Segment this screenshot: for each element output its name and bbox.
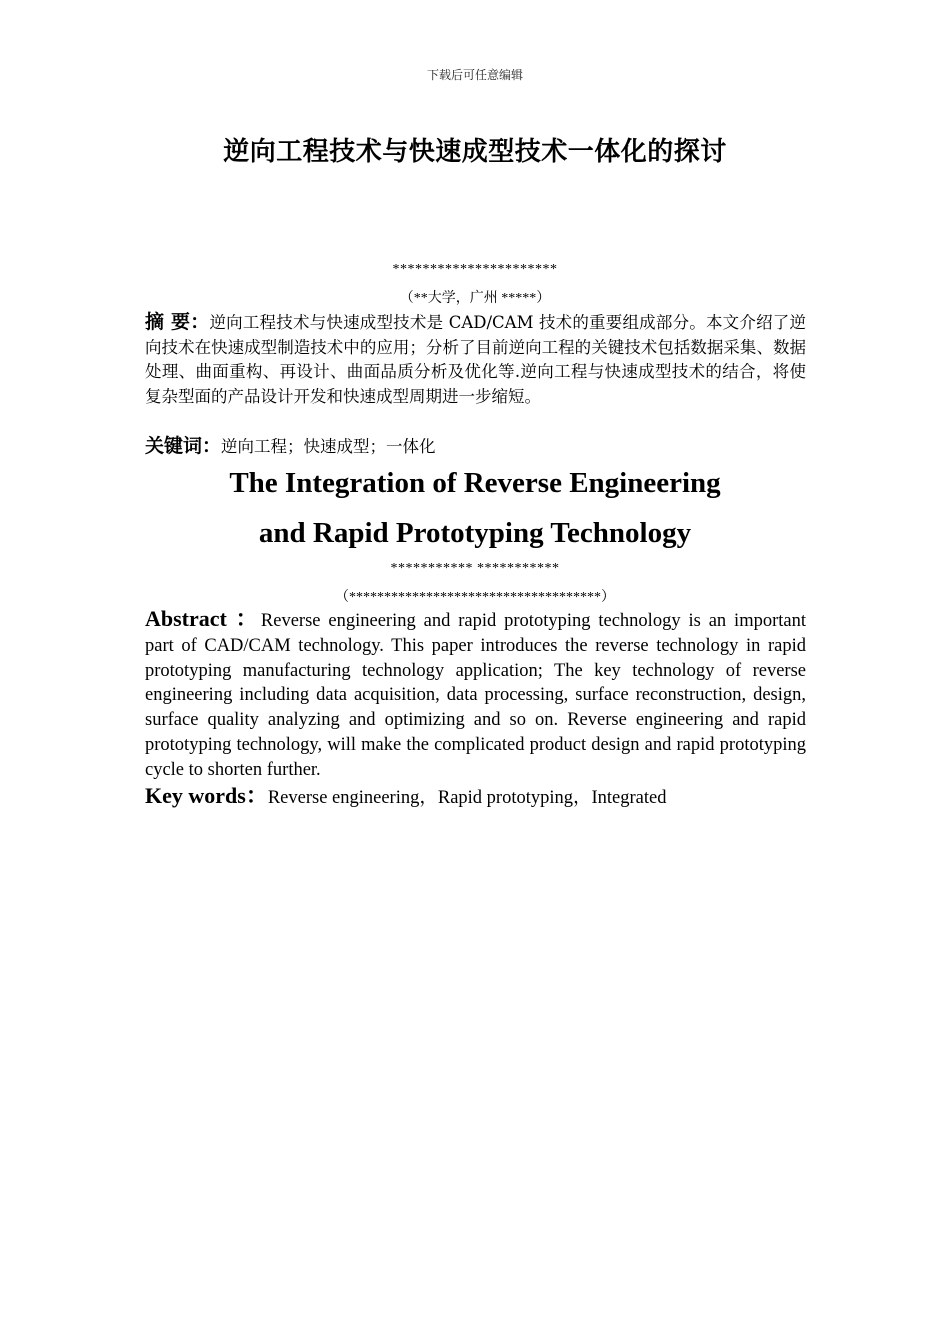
chinese-abstract-text: 逆向工程技术与快速成型技术是 CAD/CAM 技术的重要组成部分。本文介绍了逆向技术在快速成型制造技术中的应用；分析了目前逆向工程的关键技术包括数据采集、数据处理、曲面重构、再设计、曲面品质分析及优化等.逆向工程与快速成型技术的结合，将使复杂型面的产品设计开发和快速成型周期进一步缩短。 — [145, 313, 806, 406]
english-affiliation: （************************************） — [335, 590, 615, 605]
english-abstract-label: Abstract ： — [145, 606, 261, 631]
chinese-title: 逆向工程技术与快速成型技术一体化的探讨 — [223, 137, 727, 167]
header-note: 下载后可任意编辑 — [426, 68, 523, 82]
english-keywords — [145, 783, 806, 811]
chinese-keywords-label: 关键词： — [145, 435, 222, 457]
chinese-keywords-text: 逆向工程；快速成型；一体化 — [221, 437, 436, 456]
english-abstract-text: Reverse engineering and rapid prototyping technology is an important part of CAD/CAM technology. This paper introduces the reverse technology in rapid prototyping manufacturing technology application; The key technology of reverse engineering including data acquisition, data processing, surface reconstruction, design, surface quality analyzing and optimizing and so on. Reverse engineering and rapid prototyping technology, will make the complicated product design and rapid prototyping cycle to shorten further. — [145, 611, 806, 780]
chinese-authors: ********************** — [392, 262, 558, 277]
english-title-line-1: The Integration of Reverse Engineering — [229, 467, 721, 499]
english-title-line-2: and Rapid Prototyping Technology — [258, 517, 692, 549]
english-keywords-text: Reverse engineering，Rapid prototyping，Integrated — [267, 788, 667, 808]
chinese-abstract — [145, 310, 806, 409]
english-keywords-label: Key words： — [145, 783, 268, 808]
chinese-keywords — [145, 434, 806, 459]
chinese-abstract-label: 摘 要： — [145, 311, 210, 333]
english-authors: *********** *********** — [390, 561, 560, 576]
chinese-affiliation: （**大学，广州 *****） — [399, 291, 551, 306]
english-abstract — [145, 607, 806, 783]
